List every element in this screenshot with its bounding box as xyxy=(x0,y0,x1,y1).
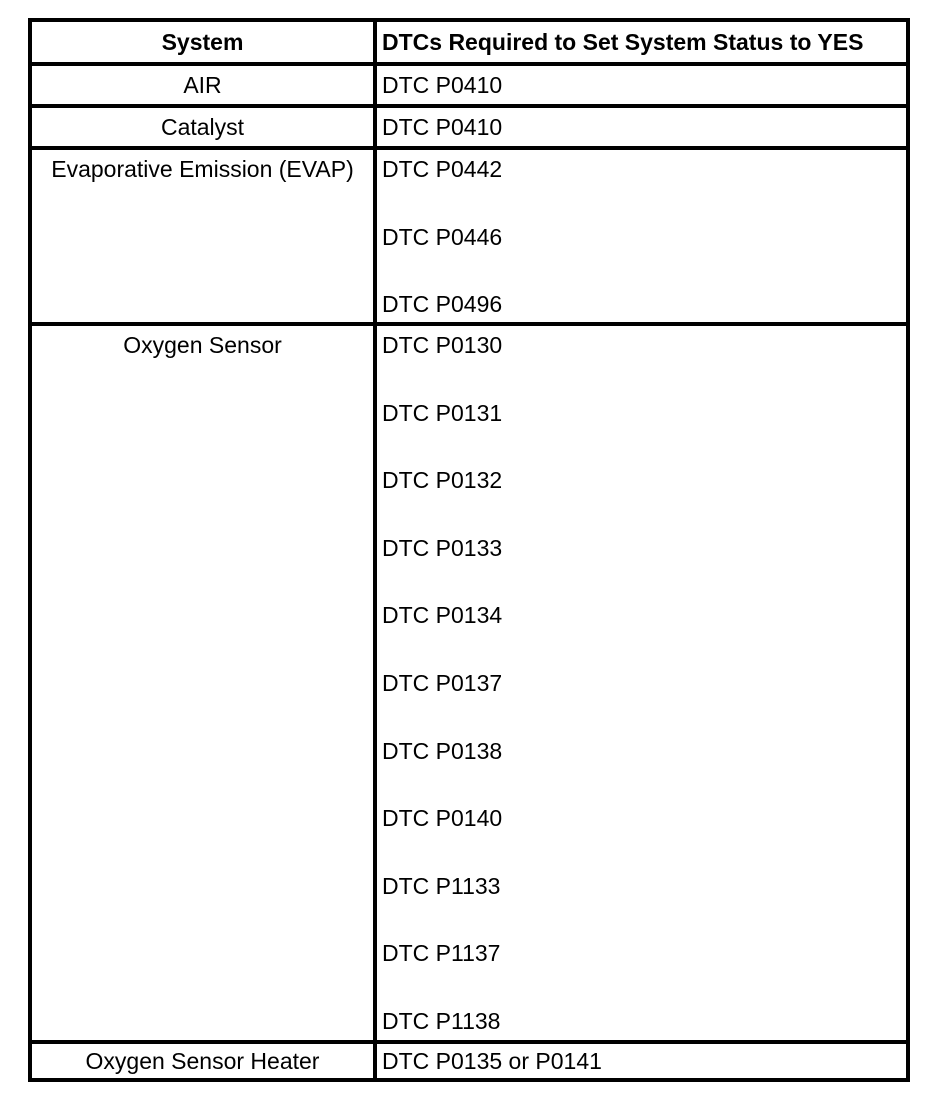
dtc-code: DTC P0130 xyxy=(382,332,503,358)
dtc-code: DTC P0496 xyxy=(382,291,503,318)
header-dtcs: DTCs Required to Set System Status to YES xyxy=(382,29,864,55)
row-system: Oxygen Sensor Heater xyxy=(85,1048,320,1074)
dtc-code: DTC P0131 xyxy=(382,399,503,426)
row-dtcs xyxy=(377,1046,906,1076)
row-dtcs xyxy=(377,70,906,100)
dtc-code: DTC P0137 xyxy=(382,669,503,696)
table-row xyxy=(32,146,906,322)
table-header-row xyxy=(32,22,906,62)
row-system: Catalyst xyxy=(160,114,245,140)
dtc-code: DTC P0442 xyxy=(382,156,503,182)
dtc-code: DTC P1137 xyxy=(382,940,501,967)
row-dtcs xyxy=(377,112,906,142)
dtc-code: DTC P0135 or P0141 xyxy=(382,1048,602,1074)
row-system: Oxygen Sensor xyxy=(123,332,282,358)
dtc-code: DTC P0446 xyxy=(382,223,503,250)
table-row xyxy=(32,62,906,104)
row-dtcs xyxy=(377,330,906,1036)
dtc-code: DTC P0138 xyxy=(382,737,503,764)
table-row xyxy=(32,322,906,1040)
row-system: Evaporative Emission (EVAP) xyxy=(51,156,354,182)
dtc-code: DTC P0410 xyxy=(382,72,503,98)
dtc-system-status-table xyxy=(28,18,910,1082)
dtc-code: DTC P1133 xyxy=(382,872,501,899)
header-system: System xyxy=(161,29,244,55)
row-system: AIR xyxy=(183,72,222,98)
table-row xyxy=(32,104,906,146)
dtc-code: DTC P0133 xyxy=(382,534,503,561)
dtc-code: DTC P0140 xyxy=(382,805,503,832)
row-dtcs xyxy=(377,154,906,319)
dtc-code: DTC P0134 xyxy=(382,602,503,629)
table-row xyxy=(32,1040,906,1078)
dtc-code: DTC P0410 xyxy=(382,114,503,140)
dtc-code: DTC P1138 xyxy=(382,1007,501,1034)
dtc-code: DTC P0132 xyxy=(382,467,503,494)
